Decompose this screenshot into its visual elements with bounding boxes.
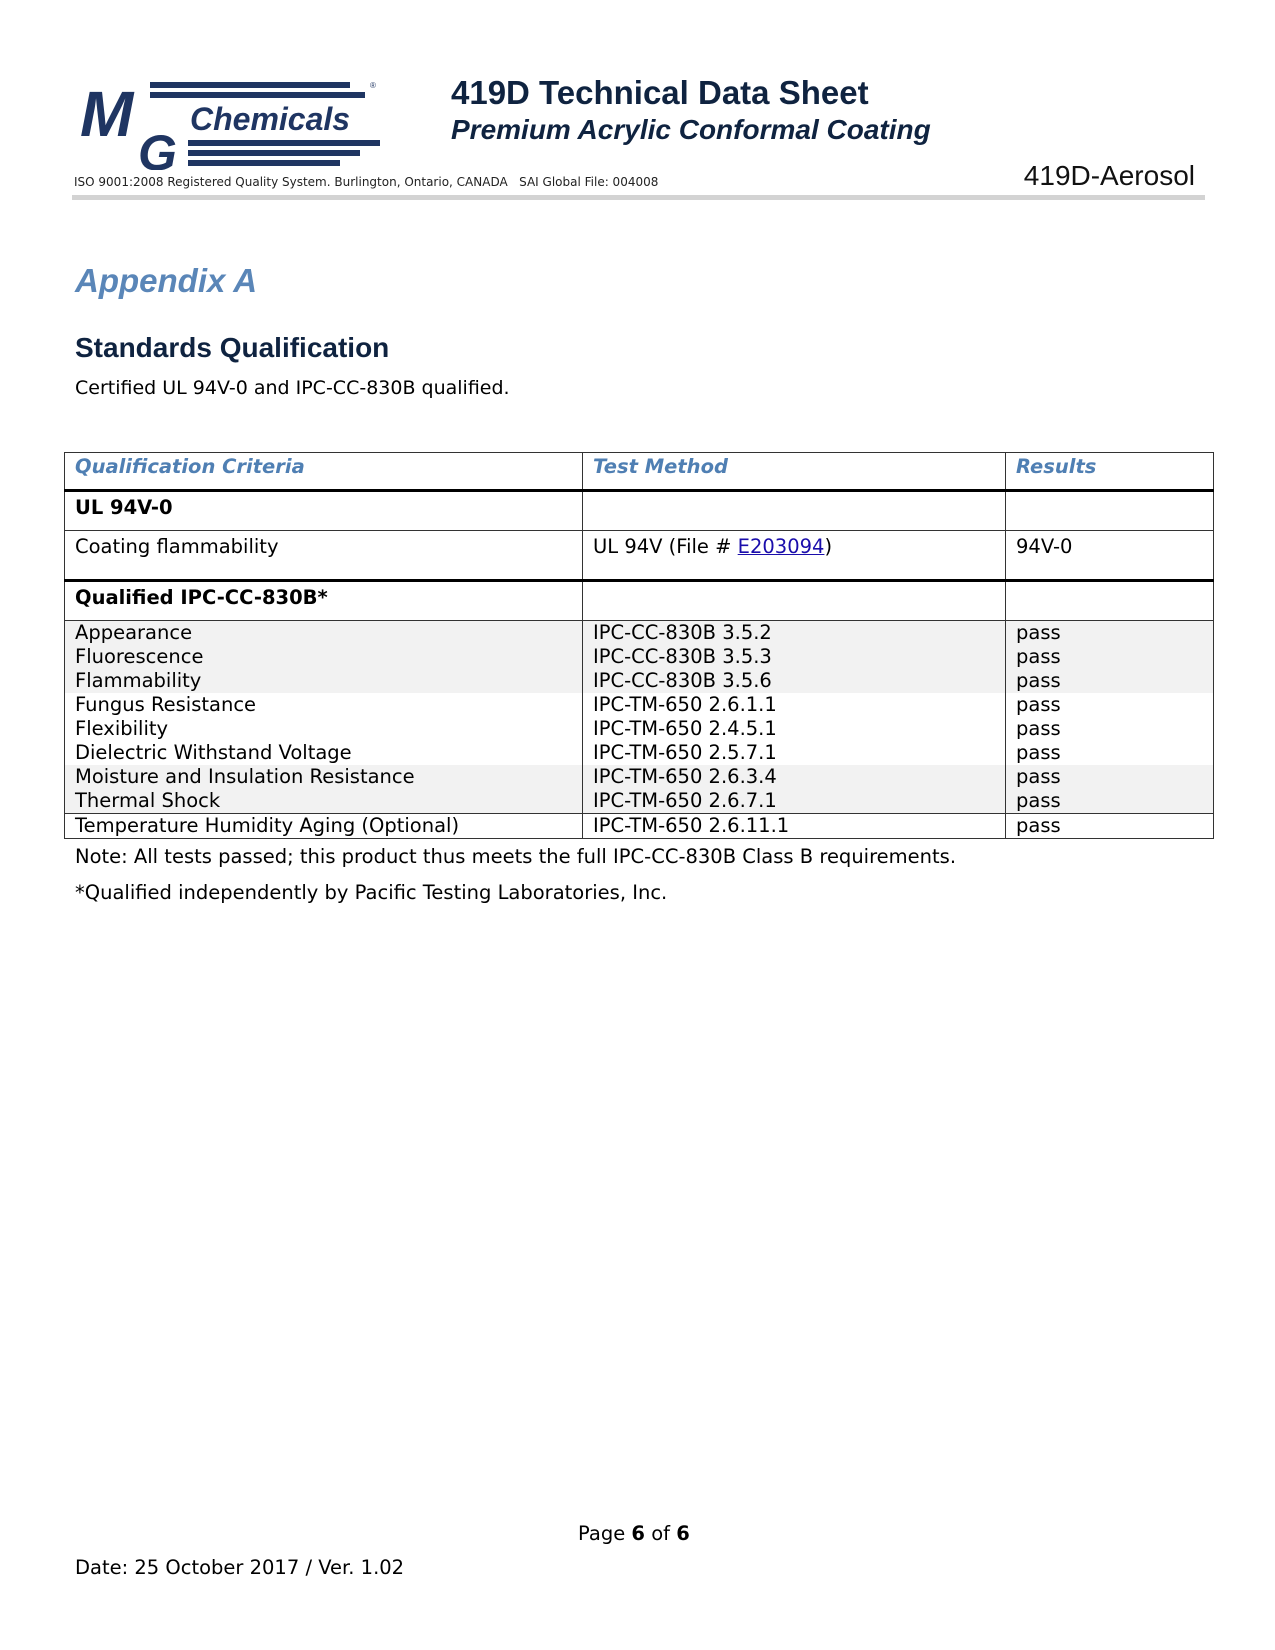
document-subtitle: Premium Acrylic Conformal Coating — [451, 114, 931, 145]
table-row — [65, 531, 1214, 581]
result-cell: pass — [1006, 669, 1214, 693]
method-cell: UL 94V (File # E203094) — [583, 531, 1006, 581]
iso-line: ISO 9001:2008 Registered Quality System. Burlington, Ontario, CANADA SAI Global File: 004008 — [74, 175, 659, 189]
criteria-cell: Coating flammability — [65, 531, 583, 581]
product-code: 419D-Aerosol — [1023, 160, 1195, 191]
table-row — [65, 669, 1214, 693]
criteria-cell: Dielectric Withstand Voltage — [65, 741, 583, 765]
file-link[interactable]: E203094 — [737, 535, 825, 558]
criteria-cell: Thermal Shock — [65, 789, 583, 814]
section-label: UL 94V-0 — [65, 491, 583, 531]
result-cell: pass — [1006, 693, 1214, 717]
criteria-cell: Fluorescence — [65, 645, 583, 669]
section-row-ipc — [65, 581, 1214, 621]
table-header-row — [65, 453, 1214, 491]
criteria-cell: Flammability — [65, 669, 583, 693]
criteria-cell: Flexibility — [65, 717, 583, 741]
svg-text:G: G — [138, 125, 177, 170]
section-title: Standards Qualification — [75, 332, 390, 363]
result-cell: pass — [1006, 765, 1214, 789]
table-row — [65, 645, 1214, 669]
table-row — [65, 621, 1214, 646]
criteria-cell: Appearance — [65, 621, 583, 646]
document-title: 419D Technical Data Sheet — [451, 74, 869, 111]
mg-chemicals-logo — [80, 78, 390, 170]
svg-text:M: M — [80, 78, 134, 150]
method-cell: IPC-TM-650 2.6.3.4 — [583, 765, 1006, 789]
page-number: Page 6 of 6 — [578, 1522, 690, 1545]
appendix-title: Appendix A — [75, 262, 258, 299]
header-criteria: Qualification Criteria — [65, 453, 583, 491]
header-method: Test Method — [583, 453, 1006, 491]
method-cell: IPC-TM-650 2.4.5.1 — [583, 717, 1006, 741]
result-cell: pass — [1006, 621, 1214, 646]
criteria-cell: Temperature Humidity Aging (Optional) — [65, 814, 583, 839]
qualification-table — [64, 452, 1214, 839]
table-row — [65, 765, 1214, 789]
result-cell: pass — [1006, 645, 1214, 669]
table-row — [65, 741, 1214, 765]
method-cell: IPC-TM-650 2.5.7.1 — [583, 741, 1006, 765]
header-divider — [72, 195, 1205, 200]
note-text: Note: All tests passed; this product thus meets the full IPC-CC-830B Class B requirements. — [75, 845, 957, 868]
result-cell: 94V-0 — [1006, 531, 1214, 581]
svg-text:®: ® — [370, 81, 376, 90]
criteria-cell: Fungus Resistance — [65, 693, 583, 717]
result-cell: pass — [1006, 741, 1214, 765]
method-cell: IPC-TM-650 2.6.7.1 — [583, 789, 1006, 814]
table-and-notes — [64, 452, 1214, 905]
method-cell: IPC-CC-830B 3.5.2 — [583, 621, 1006, 646]
method-cell: IPC-CC-830B 3.5.3 — [583, 645, 1006, 669]
section-label: Qualified IPC-CC-830B* — [65, 581, 583, 621]
criteria-cell: Moisture and Insulation Resistance — [65, 765, 583, 789]
method-cell: IPC-TM-650 2.6.1.1 — [583, 693, 1006, 717]
section-row-ul — [65, 491, 1214, 531]
method-cell: IPC-TM-650 2.6.11.1 — [583, 814, 1006, 839]
method-cell: IPC-CC-830B 3.5.6 — [583, 669, 1006, 693]
table-row — [65, 814, 1214, 839]
result-cell: pass — [1006, 814, 1214, 839]
header-results: Results — [1006, 453, 1214, 491]
footnote-text: *Qualified independently by Pacific Testing Laboratories, Inc. — [75, 881, 668, 904]
result-cell: pass — [1006, 789, 1214, 814]
result-cell: pass — [1006, 717, 1214, 741]
table-row — [65, 693, 1214, 717]
table-row — [65, 717, 1214, 741]
svg-text:Chemicals: Chemicals — [190, 101, 351, 137]
intro-text: Certified UL 94V-0 and IPC-CC-830B qualified. — [75, 377, 510, 399]
table-row — [65, 789, 1214, 814]
date-version: Date: 25 October 2017 / Ver. 1.02 — [75, 1556, 405, 1579]
